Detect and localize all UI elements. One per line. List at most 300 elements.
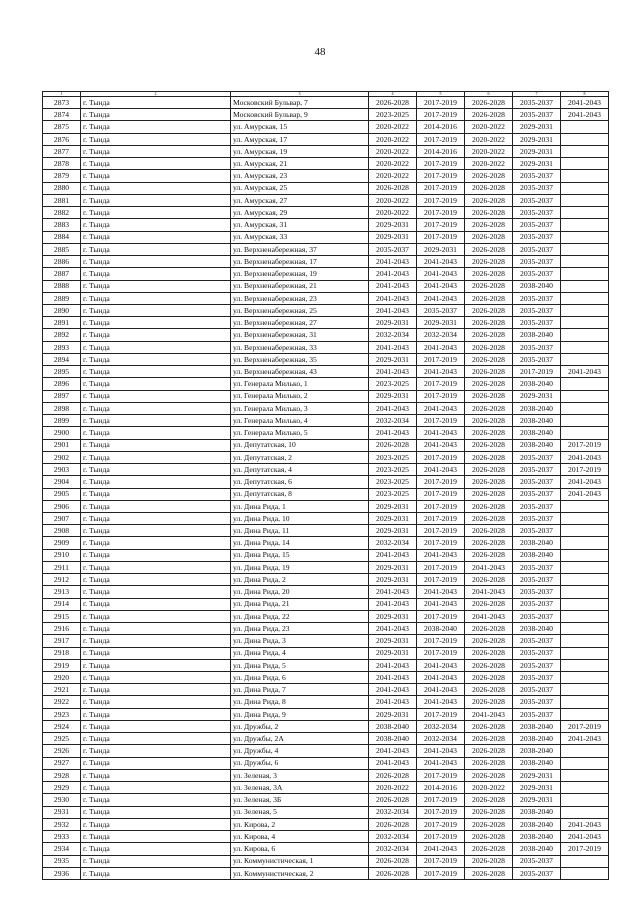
row-number: 2876: [43, 133, 81, 145]
city-cell: г. Тында: [81, 97, 231, 109]
year-cell-5: 2035-2037: [417, 304, 465, 316]
city-cell: г. Тында: [81, 623, 231, 635]
year-cell-5: 2017-2019: [417, 610, 465, 622]
table-row: [43, 292, 609, 304]
year-cell-4: 2020-2022: [369, 158, 417, 170]
city-cell: г. Тында: [81, 831, 231, 843]
year-cell-6: 2026-2028: [465, 402, 513, 414]
year-cell-5: 2041-2043: [417, 757, 465, 769]
year-cell-7: 2035-2037: [513, 97, 561, 109]
year-cell-5: 2017-2019: [417, 831, 465, 843]
year-cell-5: 2029-2031: [417, 243, 465, 255]
year-cell-8: [561, 145, 609, 157]
year-cell-8: [561, 182, 609, 194]
table-row: [43, 610, 609, 622]
table-row: [43, 720, 609, 732]
table-row: [43, 451, 609, 463]
year-cell-7: 2035-2037: [513, 304, 561, 316]
year-cell-7: 2029-2031: [513, 769, 561, 781]
row-number: 2886: [43, 256, 81, 268]
address-cell: ул. Дина Рида, 14: [231, 537, 369, 549]
year-cell-6: 2026-2028: [465, 256, 513, 268]
year-cell-5: 2017-2019: [417, 133, 465, 145]
page-number: 48: [314, 46, 326, 58]
year-cell-4: 2029-2031: [369, 353, 417, 365]
year-cell-5: 2017-2019: [417, 182, 465, 194]
year-cell-7: 2035-2037: [513, 207, 561, 219]
year-cell-8: [561, 525, 609, 537]
year-cell-5: 2041-2043: [417, 464, 465, 476]
table-row: [43, 549, 609, 561]
address-cell: ул. Верхненабережная, 23: [231, 292, 369, 304]
city-cell: г. Тында: [81, 684, 231, 696]
year-cell-7: 2038-2040: [513, 745, 561, 757]
row-number: 2931: [43, 806, 81, 818]
year-cell-5: 2038-2040: [417, 623, 465, 635]
year-cell-6: 2026-2028: [465, 427, 513, 439]
row-number: 2897: [43, 390, 81, 402]
year-cell-8: 2041-2043: [561, 818, 609, 830]
year-cell-8: 2041-2043: [561, 831, 609, 843]
table-row: [43, 304, 609, 316]
city-cell: г. Тында: [81, 121, 231, 133]
year-cell-4: 2020-2022: [369, 170, 417, 182]
row-number: 2887: [43, 268, 81, 280]
row-number: 2896: [43, 378, 81, 390]
address-cell: ул. Коммунистическая, 2: [231, 867, 369, 879]
year-cell-8: [561, 378, 609, 390]
year-cell-7: 2035-2037: [513, 561, 561, 573]
year-cell-6: 2026-2028: [465, 831, 513, 843]
year-cell-4: 2041-2043: [369, 586, 417, 598]
address-cell: ул. Дружбы, 2А: [231, 733, 369, 745]
year-cell-5: 2014-2016: [417, 782, 465, 794]
address-cell: ул. Кирова, 4: [231, 831, 369, 843]
city-cell: г. Тында: [81, 855, 231, 867]
year-cell-6: 2026-2028: [465, 231, 513, 243]
row-number: 2892: [43, 329, 81, 341]
year-cell-6: 2026-2028: [465, 537, 513, 549]
city-cell: г. Тында: [81, 720, 231, 732]
year-cell-5: 2029-2031: [417, 317, 465, 329]
city-cell: г. Тында: [81, 378, 231, 390]
year-cell-5: 2017-2019: [417, 855, 465, 867]
year-cell-6: 2026-2028: [465, 623, 513, 635]
year-cell-6: 2041-2043: [465, 561, 513, 573]
year-cell-7: 2035-2037: [513, 464, 561, 476]
year-cell-4: 2038-2040: [369, 733, 417, 745]
row-number: 2918: [43, 647, 81, 659]
year-cell-7: 2035-2037: [513, 659, 561, 671]
city-cell: г. Тында: [81, 280, 231, 292]
year-cell-6: 2026-2028: [465, 439, 513, 451]
address-cell: ул. Амурская, 33: [231, 231, 369, 243]
year-cell-6: 2026-2028: [465, 194, 513, 206]
year-cell-4: 2041-2043: [369, 292, 417, 304]
year-cell-6: 2026-2028: [465, 818, 513, 830]
column-number: 5: [417, 92, 465, 97]
city-cell: г. Тында: [81, 647, 231, 659]
year-cell-5: 2014-2016: [417, 121, 465, 133]
year-cell-6: 2026-2028: [465, 598, 513, 610]
address-cell: ул. Дина Рида, 2: [231, 574, 369, 586]
year-cell-8: [561, 745, 609, 757]
year-cell-8: [561, 427, 609, 439]
year-cell-6: 2026-2028: [465, 464, 513, 476]
year-cell-4: 2032-2034: [369, 537, 417, 549]
row-number: 2898: [43, 402, 81, 414]
year-cell-8: 2041-2043: [561, 109, 609, 121]
year-cell-6: 2026-2028: [465, 280, 513, 292]
address-cell: ул. Верхненабережная, 31: [231, 329, 369, 341]
year-cell-6: 2026-2028: [465, 733, 513, 745]
year-cell-8: 2041-2043: [561, 97, 609, 109]
table-row: [43, 598, 609, 610]
address-cell: ул. Кирова, 2: [231, 818, 369, 830]
address-cell: ул. Генерала Милько, 3: [231, 402, 369, 414]
address-cell: ул. Дина Рида, 9: [231, 708, 369, 720]
year-cell-4: 2020-2022: [369, 145, 417, 157]
year-cell-5: 2017-2019: [417, 512, 465, 524]
table-row: [43, 182, 609, 194]
year-cell-8: 2017-2019: [561, 439, 609, 451]
year-cell-7: 2035-2037: [513, 341, 561, 353]
table-row: [43, 366, 609, 378]
address-cell: ул. Дина Рида, 21: [231, 598, 369, 610]
city-cell: г. Тында: [81, 243, 231, 255]
year-cell-8: [561, 243, 609, 255]
year-cell-6: 2026-2028: [465, 390, 513, 402]
year-cell-5: 2017-2019: [417, 537, 465, 549]
year-cell-6: 2026-2028: [465, 182, 513, 194]
year-cell-8: [561, 207, 609, 219]
row-number: 2924: [43, 720, 81, 732]
city-cell: г. Тында: [81, 867, 231, 879]
year-cell-7: 2038-2040: [513, 757, 561, 769]
address-cell: ул. Дина Рида, 8: [231, 696, 369, 708]
year-cell-8: [561, 353, 609, 365]
row-number: 2902: [43, 451, 81, 463]
city-cell: г. Тында: [81, 317, 231, 329]
address-cell: ул. Депутатская, 10: [231, 439, 369, 451]
year-cell-5: 2017-2019: [417, 574, 465, 586]
year-cell-6: 2026-2028: [465, 219, 513, 231]
year-cell-7: 2035-2037: [513, 647, 561, 659]
address-cell: ул. Амурская, 17: [231, 133, 369, 145]
year-cell-4: 2026-2028: [369, 818, 417, 830]
table-row: [43, 427, 609, 439]
address-cell: ул. Депутатская, 2: [231, 451, 369, 463]
table-row: [43, 586, 609, 598]
year-cell-5: 2017-2019: [417, 158, 465, 170]
row-number: 2920: [43, 672, 81, 684]
table-row: [43, 109, 609, 121]
table-row: [43, 207, 609, 219]
table-body: [43, 97, 609, 880]
year-cell-4: 2038-2040: [369, 720, 417, 732]
row-number: 2879: [43, 170, 81, 182]
address-cell: ул. Дина Рида, 19: [231, 561, 369, 573]
year-cell-8: [561, 304, 609, 316]
year-cell-6: 2026-2028: [465, 843, 513, 855]
city-cell: г. Тында: [81, 292, 231, 304]
year-cell-6: 2026-2028: [465, 720, 513, 732]
year-cell-6: 2020-2022: [465, 133, 513, 145]
year-cell-6: 2026-2028: [465, 512, 513, 524]
year-cell-8: [561, 341, 609, 353]
year-cell-8: [561, 794, 609, 806]
year-cell-5: 2017-2019: [417, 170, 465, 182]
year-cell-4: 2026-2028: [369, 439, 417, 451]
address-cell: ул. Дина Рида, 7: [231, 684, 369, 696]
year-cell-7: 2035-2037: [513, 512, 561, 524]
table-row: [43, 231, 609, 243]
year-cell-5: 2017-2019: [417, 194, 465, 206]
year-cell-6: 2026-2028: [465, 672, 513, 684]
city-cell: г. Тында: [81, 182, 231, 194]
year-cell-8: [561, 635, 609, 647]
city-cell: г. Тында: [81, 341, 231, 353]
year-cell-8: [561, 390, 609, 402]
city-cell: г. Тында: [81, 194, 231, 206]
row-number: 2881: [43, 194, 81, 206]
year-cell-6: 2026-2028: [465, 549, 513, 561]
city-cell: г. Тында: [81, 464, 231, 476]
year-cell-5: 2017-2019: [417, 647, 465, 659]
city-cell: г. Тында: [81, 353, 231, 365]
year-cell-7: 2029-2031: [513, 158, 561, 170]
year-cell-8: 2017-2019: [561, 720, 609, 732]
year-cell-7: 2038-2040: [513, 843, 561, 855]
year-cell-7: 2035-2037: [513, 672, 561, 684]
table-row: [43, 194, 609, 206]
year-cell-7: 2038-2040: [513, 818, 561, 830]
year-cell-6: 2026-2028: [465, 794, 513, 806]
year-cell-4: 2032-2034: [369, 831, 417, 843]
row-number: 2885: [43, 243, 81, 255]
year-cell-6: 2026-2028: [465, 243, 513, 255]
year-cell-4: 2029-2031: [369, 561, 417, 573]
year-cell-8: 2041-2043: [561, 451, 609, 463]
table-row: [43, 696, 609, 708]
city-cell: г. Тында: [81, 415, 231, 427]
table-row: [43, 415, 609, 427]
year-cell-5: 2017-2019: [417, 109, 465, 121]
year-cell-5: 2017-2019: [417, 378, 465, 390]
year-cell-6: 2020-2022: [465, 158, 513, 170]
row-number: 2888: [43, 280, 81, 292]
row-number: 2877: [43, 145, 81, 157]
row-number: 2901: [43, 439, 81, 451]
year-cell-4: 2041-2043: [369, 659, 417, 671]
city-cell: г. Тында: [81, 451, 231, 463]
table-row: [43, 782, 609, 794]
column-number: 7: [513, 92, 561, 97]
year-cell-7: 2029-2031: [513, 121, 561, 133]
city-cell: г. Тында: [81, 109, 231, 121]
table-row: [43, 574, 609, 586]
city-cell: г. Тында: [81, 488, 231, 500]
year-cell-7: 2035-2037: [513, 268, 561, 280]
year-cell-4: 2041-2043: [369, 598, 417, 610]
year-cell-8: [561, 647, 609, 659]
year-cell-5: 2041-2043: [417, 292, 465, 304]
address-cell: ул. Верхненабережная, 37: [231, 243, 369, 255]
year-cell-5: 2041-2043: [417, 341, 465, 353]
row-number: 2935: [43, 855, 81, 867]
year-cell-4: 2023-2025: [369, 464, 417, 476]
year-cell-7: 2038-2040: [513, 623, 561, 635]
table-row: [43, 855, 609, 867]
table-row: [43, 476, 609, 488]
year-cell-7: 2035-2037: [513, 635, 561, 647]
year-cell-7: 2035-2037: [513, 451, 561, 463]
row-number: 2932: [43, 818, 81, 830]
city-cell: г. Тында: [81, 708, 231, 720]
address-cell: ул. Амурская, 23: [231, 170, 369, 182]
address-cell: ул. Дружбы, 6: [231, 757, 369, 769]
column-number: 3: [231, 92, 369, 97]
year-cell-6: 2026-2028: [465, 855, 513, 867]
table-row: [43, 378, 609, 390]
table-row: [43, 806, 609, 818]
year-cell-7: 2035-2037: [513, 586, 561, 598]
city-cell: г. Тында: [81, 219, 231, 231]
year-cell-8: [561, 158, 609, 170]
year-cell-7: 2035-2037: [513, 867, 561, 879]
address-cell: ул. Дина Рида, 11: [231, 525, 369, 537]
table-row: [43, 243, 609, 255]
year-cell-7: 2035-2037: [513, 292, 561, 304]
year-cell-4: 2026-2028: [369, 855, 417, 867]
address-cell: ул. Дина Рида, 23: [231, 623, 369, 635]
address-cell: ул. Амурская, 15: [231, 121, 369, 133]
year-cell-8: [561, 500, 609, 512]
year-cell-8: [561, 708, 609, 720]
address-cell: ул. Верхненабережная, 17: [231, 256, 369, 268]
city-cell: г. Тында: [81, 598, 231, 610]
address-cell: ул. Верхненабережная, 27: [231, 317, 369, 329]
table-row: [43, 831, 609, 843]
year-cell-7: 2035-2037: [513, 353, 561, 365]
year-cell-4: 2026-2028: [369, 182, 417, 194]
address-cell: ул. Депутатская, 6: [231, 476, 369, 488]
row-number: 2895: [43, 366, 81, 378]
table-row: [43, 794, 609, 806]
row-number: 2909: [43, 537, 81, 549]
year-cell-5: 2017-2019: [417, 207, 465, 219]
city-cell: г. Тында: [81, 231, 231, 243]
year-cell-8: [561, 867, 609, 879]
address-cell: ул. Дина Рида, 20: [231, 586, 369, 598]
year-cell-4: 2041-2043: [369, 696, 417, 708]
city-cell: г. Тында: [81, 806, 231, 818]
city-cell: г. Тында: [81, 537, 231, 549]
table-row: [43, 512, 609, 524]
row-number: 2874: [43, 109, 81, 121]
table-row: [43, 684, 609, 696]
table-row: [43, 757, 609, 769]
year-cell-6: 2026-2028: [465, 366, 513, 378]
year-cell-4: 2026-2028: [369, 769, 417, 781]
column-number: 1: [43, 92, 81, 97]
row-number: 2934: [43, 843, 81, 855]
year-cell-5: 2017-2019: [417, 794, 465, 806]
year-cell-4: 2029-2031: [369, 317, 417, 329]
address-cell: ул. Амурская, 21: [231, 158, 369, 170]
address-cell: ул. Верхненабережная, 43: [231, 366, 369, 378]
address-cell: ул. Кирова, 6: [231, 843, 369, 855]
table-row: [43, 280, 609, 292]
year-cell-5: 2041-2043: [417, 280, 465, 292]
year-cell-7: 2035-2037: [513, 696, 561, 708]
city-cell: г. Тында: [81, 769, 231, 781]
year-cell-8: [561, 231, 609, 243]
table-row: [43, 769, 609, 781]
year-cell-5: 2032-2034: [417, 329, 465, 341]
city-cell: г. Тында: [81, 782, 231, 794]
year-cell-4: 2041-2043: [369, 684, 417, 696]
city-cell: г. Тында: [81, 843, 231, 855]
table-row: [43, 268, 609, 280]
year-cell-5: 2041-2043: [417, 659, 465, 671]
year-cell-7: 2038-2040: [513, 720, 561, 732]
row-number: 2875: [43, 121, 81, 133]
city-cell: г. Тында: [81, 500, 231, 512]
year-cell-4: 2029-2031: [369, 635, 417, 647]
year-cell-8: [561, 672, 609, 684]
year-cell-7: 2035-2037: [513, 317, 561, 329]
year-cell-5: 2041-2043: [417, 598, 465, 610]
year-cell-6: 2026-2028: [465, 341, 513, 353]
year-cell-8: [561, 561, 609, 573]
year-cell-5: 2041-2043: [417, 684, 465, 696]
address-cell: Московский Бульвар, 7: [231, 97, 369, 109]
row-number: 2891: [43, 317, 81, 329]
address-cell: ул. Генерала Милько, 4: [231, 415, 369, 427]
year-cell-4: 2026-2028: [369, 794, 417, 806]
year-cell-4: 2020-2022: [369, 782, 417, 794]
row-number: 2933: [43, 831, 81, 843]
year-cell-7: 2035-2037: [513, 684, 561, 696]
year-cell-4: 2023-2025: [369, 488, 417, 500]
year-cell-7: 2035-2037: [513, 488, 561, 500]
year-cell-6: 2020-2022: [465, 121, 513, 133]
year-cell-5: 2041-2043: [417, 439, 465, 451]
table-row: [43, 158, 609, 170]
table-row: [43, 647, 609, 659]
row-number: 2910: [43, 549, 81, 561]
year-cell-8: [561, 769, 609, 781]
year-cell-8: [561, 415, 609, 427]
year-cell-7: 2029-2031: [513, 133, 561, 145]
year-cell-5: 2017-2019: [417, 231, 465, 243]
year-cell-6: 2026-2028: [465, 329, 513, 341]
table-row: [43, 659, 609, 671]
year-cell-8: 2017-2019: [561, 464, 609, 476]
table-row: [43, 353, 609, 365]
year-cell-8: [561, 696, 609, 708]
table-row: [43, 464, 609, 476]
year-cell-6: 2026-2028: [465, 317, 513, 329]
year-cell-8: [561, 133, 609, 145]
year-cell-6: 2020-2022: [465, 145, 513, 157]
row-number: 2890: [43, 304, 81, 316]
year-cell-8: [561, 574, 609, 586]
row-number: 2930: [43, 794, 81, 806]
year-cell-5: 2017-2019: [417, 390, 465, 402]
year-cell-7: 2029-2031: [513, 782, 561, 794]
